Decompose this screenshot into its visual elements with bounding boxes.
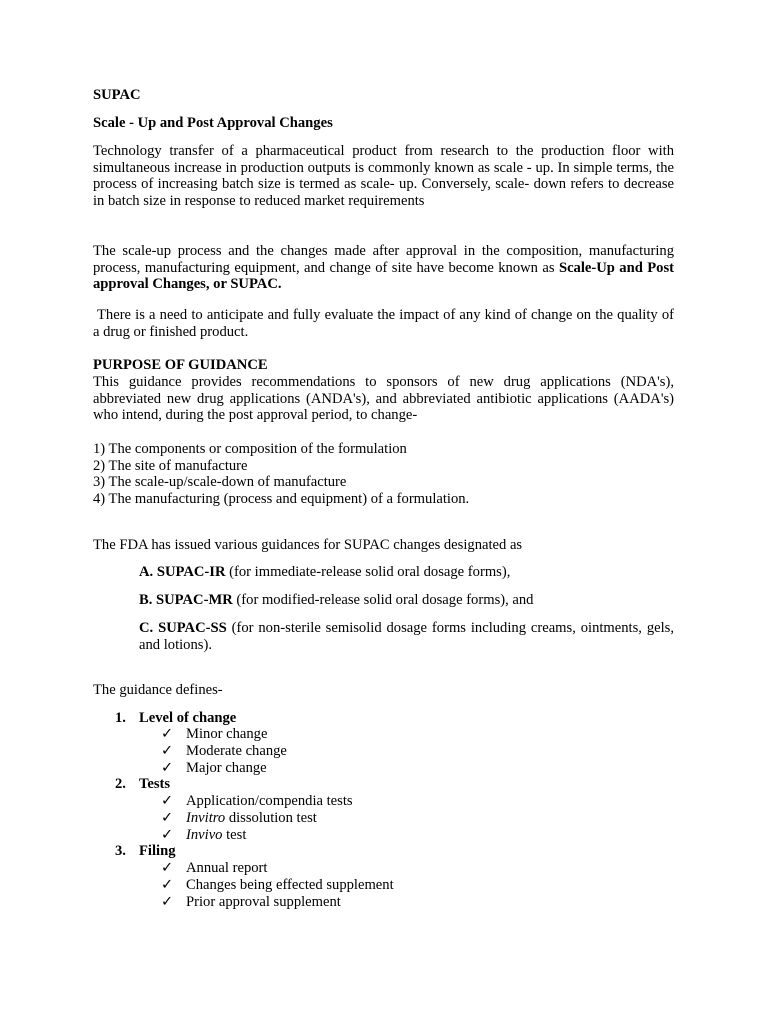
list-item: ✓ Invitro dissolution test	[161, 810, 317, 826]
paragraph-supac-bold: Scale-Up and Post approval Changes, or SUPAC.	[93, 259, 674, 293]
list-item: ✓ Invivo test	[161, 827, 247, 843]
list-item: ✓ Application/compendia tests	[161, 793, 353, 809]
purpose-heading: PURPOSE OF GUIDANCE	[93, 357, 268, 373]
check-icon: ✓	[161, 793, 174, 809]
check-icon: ✓	[161, 860, 174, 876]
defines-intro: The guidance defines-	[93, 682, 223, 698]
paragraph-supac-text: The scale-up process and the changes made after approval in the composition, manufacturing process, manufacturing equipment, and change of site have become known as	[93, 243, 674, 276]
check-icon: ✓	[161, 760, 174, 776]
list-item: ✓ Minor change	[161, 726, 268, 742]
list-item: ✓ Changes being effected supplement	[161, 877, 394, 893]
check-icon: ✓	[161, 743, 174, 759]
check-icon: ✓	[161, 810, 174, 826]
check-icon: ✓	[161, 877, 174, 893]
check-icon: ✓	[161, 827, 174, 843]
document-subtitle: Scale - Up and Post Approval Changes	[93, 115, 333, 131]
defines-item-level-of-change: 1. Level of change	[115, 710, 237, 726]
list-item: ✓ Moderate change	[161, 743, 287, 759]
document-title: SUPAC	[93, 87, 141, 103]
list-item: ✓ Prior approval supplement	[161, 894, 341, 910]
changes-list	[93, 441, 674, 508]
purpose-text: This guidance provides recommendations to sponsors of new drug applications (NDA's), abbreviated new drug applications (ANDA's), and abbreviated antibiotic applications (AADA's) who intend, during the post approval period, to change-	[93, 374, 674, 424]
list-item: ✓ Major change	[161, 760, 267, 776]
list-item: 1) The components or composition of the formulation	[93, 441, 407, 457]
guidance-item: B. SUPAC-MR (for modified-release solid oral dosage forms), and	[139, 592, 534, 608]
defines-item-tests: 2. Tests	[115, 776, 171, 792]
defines-item-filing: 3. Filing	[115, 843, 176, 859]
list-item: ✓ Annual report	[161, 860, 268, 876]
list-item: 2) The site of manufacture	[93, 457, 248, 474]
paragraph-supac-definition	[93, 243, 674, 293]
guidance-item: C. SUPAC-SS (for non-sterile semisolid dosage forms including creams, ointments, gels, and lotions).	[139, 620, 674, 653]
paragraph-impact: There is a need to anticipate and fully evaluate the impact of any kind of change on the quality of a drug or finished product.	[93, 307, 674, 340]
list-item: 4) The manufacturing (process and equipment) of a formulation.	[93, 491, 470, 508]
guidance-item: A. SUPAC-IR (for immediate-release solid oral dosage forms),	[139, 564, 511, 580]
check-icon: ✓	[161, 894, 174, 910]
paragraph-scale-up-definition: Technology transfer of a pharmaceutical product from research to the production floor with simultaneous increase in production outputs is commonly known as scale - up. In simple terms, the process of increasing batch size is termed as scale- up. Conversely, scale- down refers to decrease in batch size in response to reduced market requirements	[93, 143, 674, 210]
check-icon: ✓	[161, 726, 174, 742]
list-item: 3) The scale-up/scale-down of manufacture	[93, 474, 347, 491]
fda-intro: The FDA has issued various guidances for SUPAC changes designated as	[93, 537, 523, 553]
